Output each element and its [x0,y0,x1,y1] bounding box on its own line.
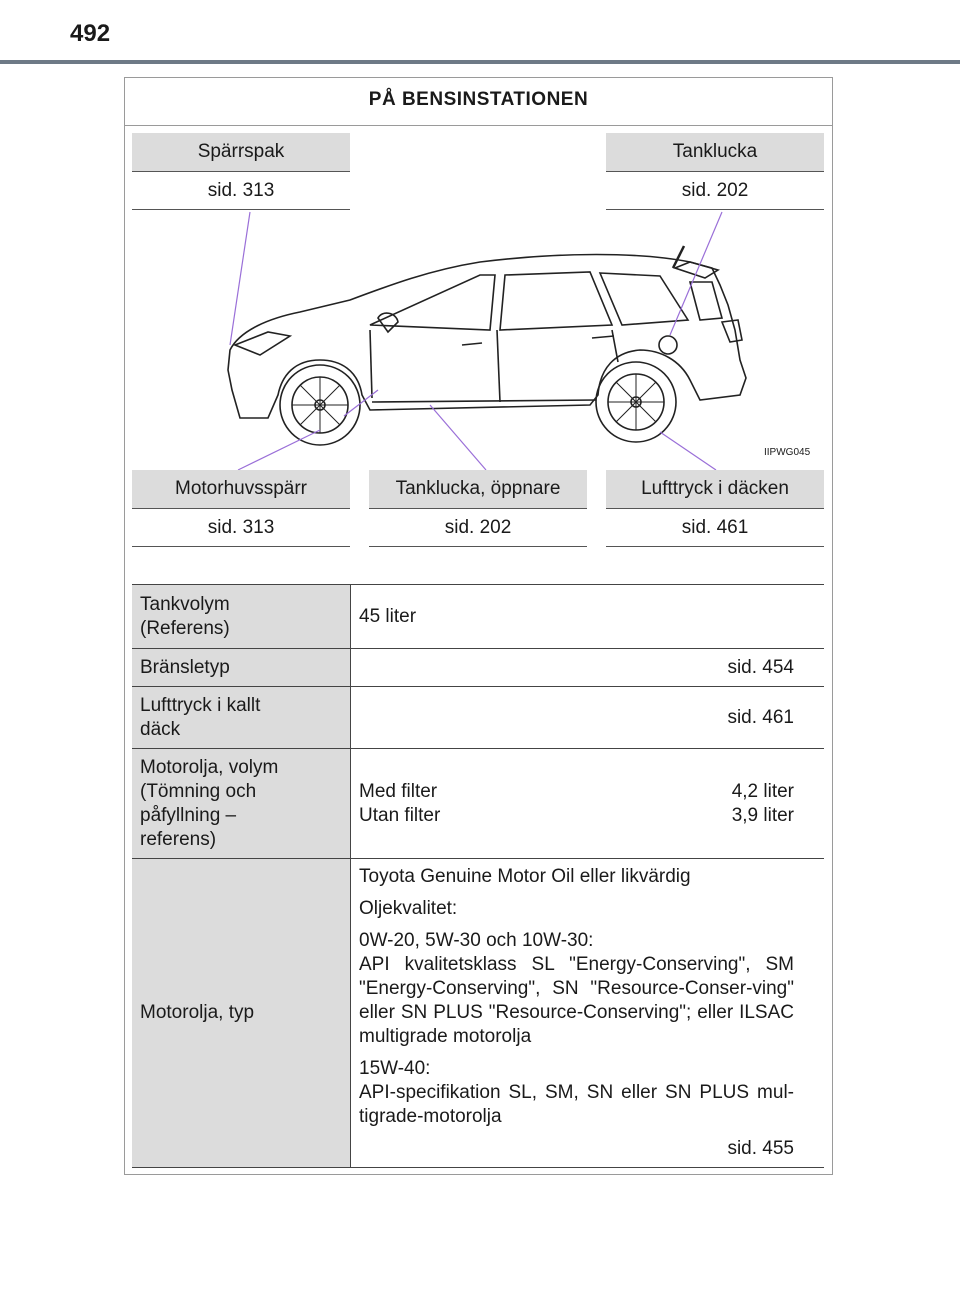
callout-label: Spärrspak [132,133,350,172]
callout-page-link[interactable]: sid. 461 [606,509,824,547]
row-key: Motorolja, volym (Tömning och påfyllning – referens) [132,749,351,859]
table-row [132,585,824,649]
callout-sparrspak [132,133,350,210]
callout-label: Tanklucka [606,133,824,172]
callout-motorhuvssparr [132,470,350,547]
row-value [351,749,825,859]
section-title: PÅ BENSINSTATIONEN [125,78,832,126]
oil-spec-low-viscosity: 0W-20, 5W-30 och 10W-30: API kvalitetsklass SL "Energy-Conserving", SM "Energy-Conserving", SN "Resource-Conser-ving" eller SN PLUS "Resource-Conserving"; eller ILSAC multigrade motorolja [359,930,794,1047]
oil-quality-heading: Oljekvalitet: [359,898,458,919]
oil-volume-with-filter: Med filter 4,2 liter [359,780,794,802]
row-key: Motorolja, typ [132,859,351,1168]
page-link[interactable]: sid. 454 [351,649,825,687]
callout-label: Tanklucka, öppnare [369,470,587,509]
page-number: 492 [70,20,111,47]
spec-table [132,584,824,1168]
row-value [351,859,825,1168]
callout-label: Lufttryck i däcken [606,470,824,509]
row-key: Bränsletyp [132,649,351,687]
callout-page-link[interactable]: sid. 202 [606,172,824,210]
callout-page-link[interactable]: sid. 313 [132,172,350,210]
callout-lufttryck [606,470,824,547]
callout-page-link[interactable]: sid. 202 [369,509,587,547]
table-row [132,749,824,859]
page-link[interactable]: sid. 455 [727,1138,794,1159]
callout-tanklucka [606,133,824,210]
oil-volume-without-filter: Utan filter 3,9 liter [359,804,794,826]
callout-label: Motorhuvsspärr [132,470,350,509]
figure-code: IIPWG045 [764,447,811,458]
row-key: Tankvolym (Referens) [132,585,351,649]
row-key: Lufttryck i kallt däck [132,687,351,749]
table-row [132,859,824,1168]
callout-tanklucka-oppnare [369,470,587,547]
table-row [132,687,824,749]
table-row [132,649,824,687]
row-value: 45 liter [351,585,825,649]
page-link[interactable]: sid. 461 [351,687,825,749]
oil-type-text: Toyota Genuine Motor Oil eller likvärdig [359,866,691,887]
callout-page-link[interactable]: sid. 313 [132,509,350,547]
oil-spec-15w40: 15W-40: API-specifikation SL, SM, SN eller SN PLUS mul-tigrade-motorolja [359,1058,794,1127]
